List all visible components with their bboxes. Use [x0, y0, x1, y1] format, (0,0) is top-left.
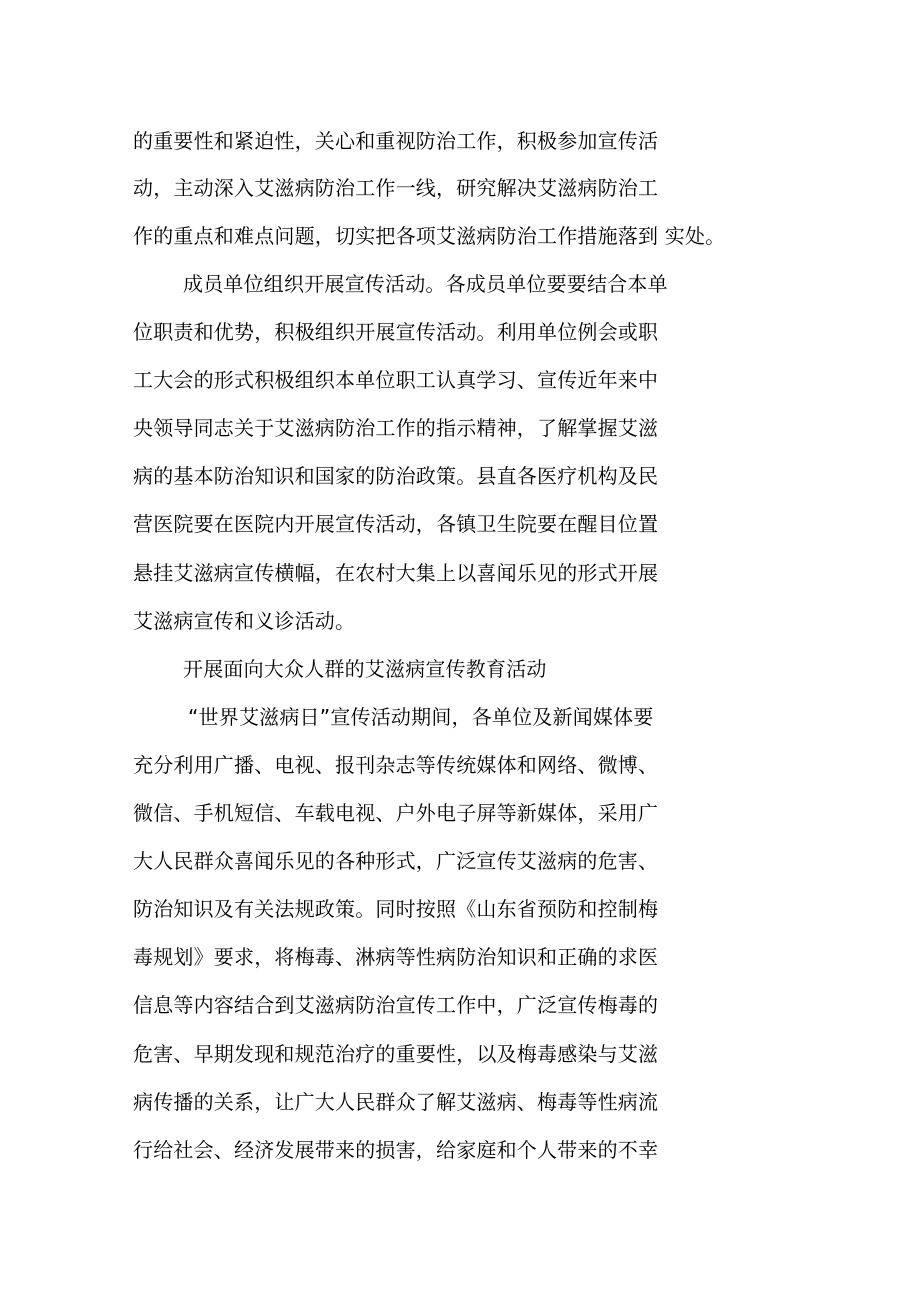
- text-line: 动，主动深入艾滋病防治工作一线，研究解决艾滋病防治工: [133, 176, 659, 200]
- text-line: 央领导同志关于艾滋病防治工作的指示精神，了解掌握艾滋: [133, 416, 659, 440]
- text-line: 毒规划》要求，将梅毒、淋病等性病防治知识和正确的求医: [133, 945, 659, 969]
- text-line: 营医院要在医院内开展宣传活动，各镇卫生院要在醒目位置: [133, 512, 659, 536]
- text-line: 病的基本防治知识和国家的防治政策。县直各医疗机构及民: [133, 464, 659, 488]
- text-line: 防治知识及有关法规政策。同时按照《山东省预防和控制梅: [133, 897, 659, 921]
- text-line: 悬挂艾滋病宣传横幅，在农村大集上以喜闻乐见的形式开展: [133, 561, 659, 585]
- section-heading: 开展面向大众人群的艾滋病宣传教育活动: [183, 657, 547, 681]
- text-line: 位职责和优势，积极组织开展宣传活动。利用单位例会或职: [133, 320, 659, 344]
- text-line: 微信、手机短信、车载电视、户外电子屏等新媒体，采用广: [133, 801, 659, 825]
- paragraph-start-line: 成员单位组织开展宣传活动。各成员单位要要结合本单: [183, 272, 668, 296]
- text-line: 行给社会、经济发展带来的损害，给家庭和个人带来的不幸: [133, 1138, 659, 1162]
- text-line: 大人民群众喜闻乐见的各种形式，广泛宣传艾滋病的危害、: [133, 849, 659, 873]
- text-line: 充分利用广播、电视、报刊杂志等传统媒体和网络、微博、: [133, 753, 659, 777]
- text-line: 病传播的关系，让广大人民群众了解艾滋病、梅毒等性病流: [133, 1090, 659, 1114]
- text-line: 艾滋病宣传和义诊活动。: [133, 609, 356, 633]
- text-line: 工大会的形式积极组织本单位职工认真学习、宣传近年来中: [133, 368, 659, 392]
- paragraph-start-line: “世界艾滋病日”宣传活动期间，各单位及新闻媒体要: [188, 705, 654, 729]
- text-line: 的重要性和紧迫性，关心和重视防治工作，积极参加宣传活: [133, 129, 659, 153]
- text-line: 危害、早期发现和规范治疗的重要性，以及梅毒感染与艾滋: [133, 1042, 659, 1066]
- text-line: 作的重点和难点问题，切实把各项艾滋病防治工作措施落到 实处。: [133, 224, 726, 248]
- text-line: 信息等内容结合到艾滋病防治宣传工作中，广泛宣传梅毒的: [133, 993, 659, 1017]
